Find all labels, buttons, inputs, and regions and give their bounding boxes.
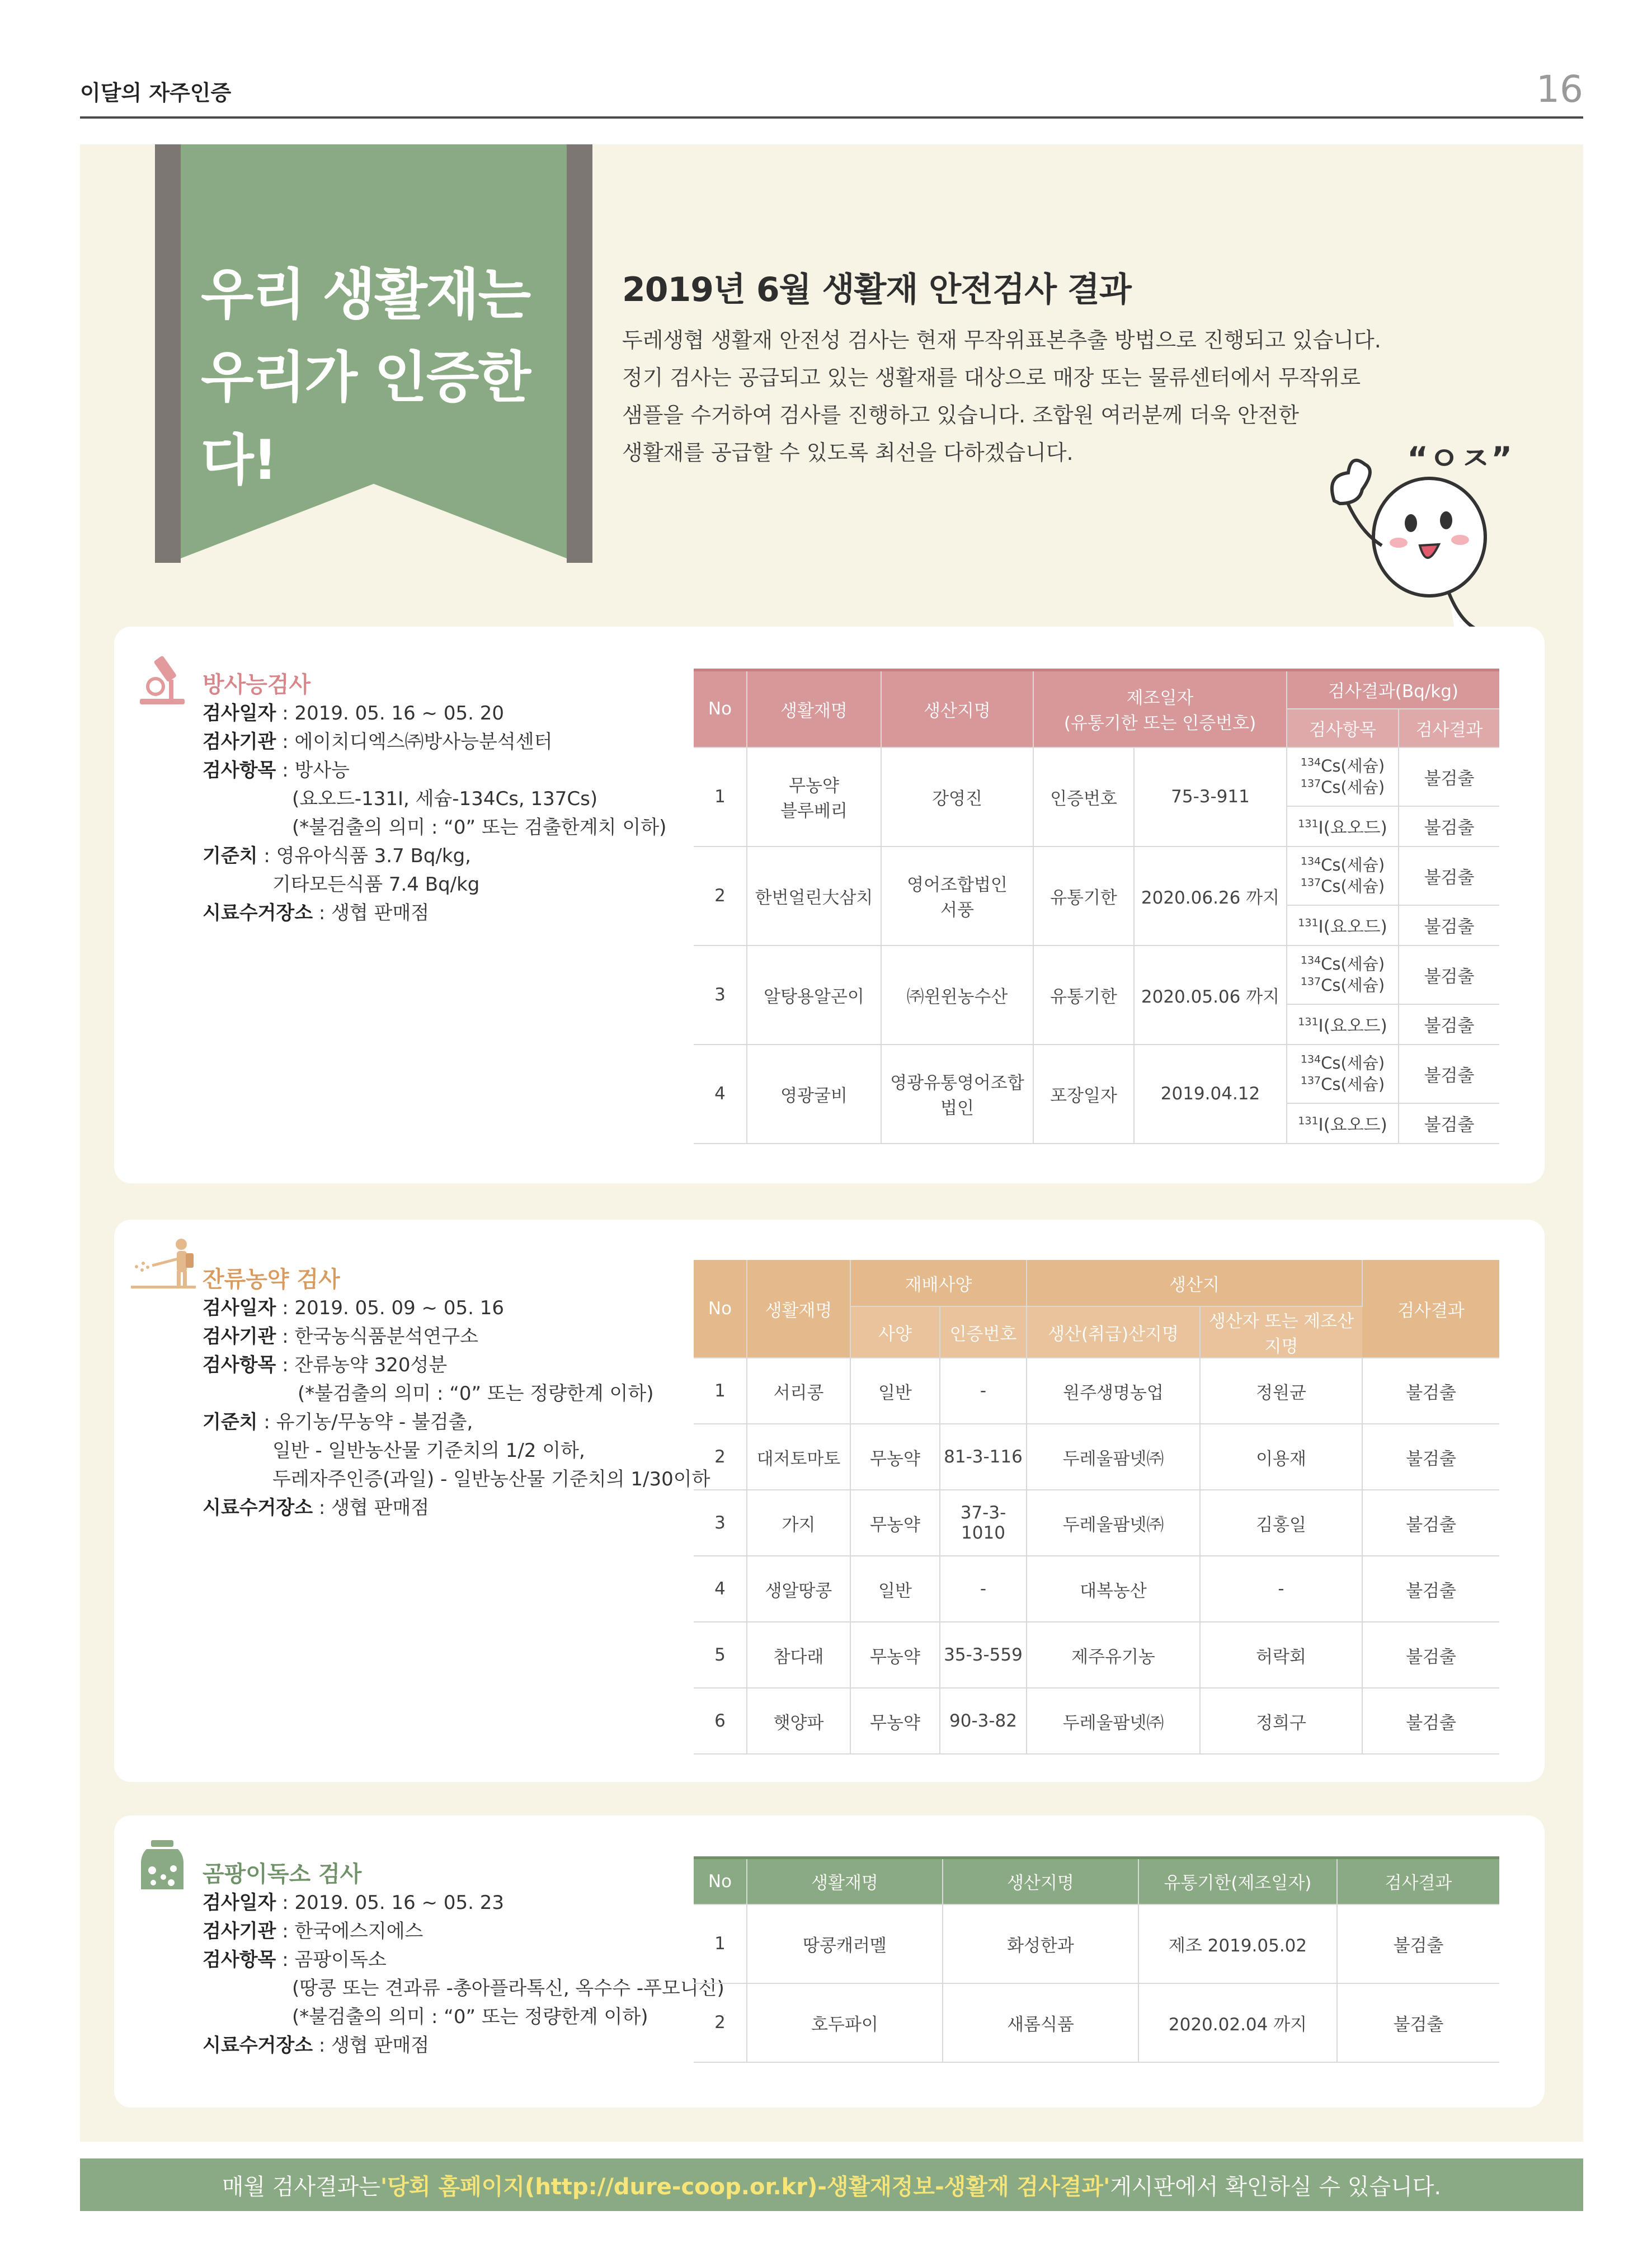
cell-no: 2	[694, 846, 747, 946]
info-row	[203, 1437, 710, 1465]
info-note: (*불검출의 의미 : “0” 또는 정량한계 이하)	[298, 1382, 654, 1405]
cell-producer: 정희구	[1200, 1688, 1362, 1754]
table-row	[694, 1904, 1499, 1983]
info-value: 2019. 05. 16 ~ 05. 20	[294, 702, 504, 725]
info-row	[203, 2003, 724, 2031]
info-label: 검사기관	[203, 1325, 276, 1348]
table-row	[694, 747, 1499, 806]
mycotoxin-table	[694, 1856, 1499, 2063]
col-name: 생활재명	[747, 1858, 943, 1904]
info-value: 생협 판매점	[331, 2034, 430, 2057]
cs-label: Cs(세슘)	[1321, 1053, 1385, 1073]
cell-item-cs: $^{134}$Cs(세슘) $^{137}$Cs(세슘)	[1287, 747, 1399, 806]
footer-text-pre: 매월 검사결과는	[222, 2174, 381, 2200]
cell-result: 불검출	[1399, 1045, 1499, 1103]
intro-body	[622, 322, 1381, 472]
cell-name-line: 알탕용알곤이	[764, 986, 864, 1007]
info-label: 시료수거장소	[203, 1497, 313, 1519]
table-row	[694, 946, 1499, 1004]
info-value: 생협 판매점	[331, 902, 430, 924]
cell-no: 4	[694, 1556, 747, 1622]
jar-icon	[134, 1838, 190, 1894]
cell-origin: 대복농산	[1027, 1556, 1200, 1622]
cell-cert: -	[940, 1556, 1027, 1622]
info-row: 시료수거장소 : 생협 판매점	[203, 902, 430, 924]
banner-title	[201, 253, 570, 502]
table-header-row	[694, 670, 1499, 709]
cell-result: 불검출	[1362, 1358, 1499, 1424]
banner-line-2: 우리가 인증한다!	[201, 346, 530, 492]
info-value: 두레자주인증(과일) - 일반농산물 기준치의 1/30이하	[272, 1468, 710, 1490]
cell-item-iodine: $^{131}$I(요오드)	[1287, 1004, 1399, 1045]
cell-type: 유통기한	[1033, 846, 1134, 946]
cell-cert: 37-3-1010	[940, 1490, 1027, 1556]
section-name: 이달의 자주인증	[80, 81, 232, 105]
cell-origin	[881, 946, 1033, 1045]
info-value: 곰팡이독소	[294, 1949, 387, 1971]
radiation-info	[203, 699, 666, 928]
col-made-label: 제조일자	[1126, 688, 1194, 709]
col-producer: 생산자 또는 제조산지명	[1200, 1306, 1362, 1358]
page-number: 16	[1536, 68, 1583, 111]
iodine-label: I(요오드)	[1318, 818, 1387, 838]
table-header-row	[694, 1260, 1499, 1306]
page-header	[80, 68, 1583, 119]
cell-result: 불검출	[1362, 1688, 1499, 1754]
info-label: 시료수거장소	[203, 902, 313, 924]
col-name: 생활재명	[747, 1260, 850, 1358]
cell-no: 1	[694, 747, 747, 846]
col-made	[1033, 670, 1287, 747]
info-row	[203, 785, 666, 813]
cell-no: 2	[694, 1983, 747, 2062]
info-row: 검사일자 : 2019. 05. 16 ~ 05. 20	[203, 702, 504, 725]
info-row: 기준치 : 영유아식품 3.7 Bq/kg,	[203, 845, 471, 867]
info-label: 검사일자	[203, 1892, 276, 1914]
col-origin: 생산(취급)산지명	[1027, 1306, 1200, 1358]
info-row: 검사항목 : 방사능	[203, 759, 350, 782]
cell-value: 2020.05.06 까지	[1134, 946, 1287, 1045]
table-row	[694, 1424, 1499, 1490]
footer-notice	[80, 2158, 1583, 2211]
title-banner	[155, 144, 592, 563]
cell-result: 불검출	[1399, 1103, 1499, 1144]
info-label: 시료수거장소	[203, 2034, 313, 2057]
col-origin: 생산지명	[881, 670, 1033, 747]
cs-label: Cs(세슘)	[1321, 855, 1385, 874]
col-result: 검사결과	[1362, 1260, 1499, 1358]
cell-cert: 90-3-82	[940, 1688, 1027, 1754]
cell-type: 포장일자	[1033, 1045, 1134, 1144]
info-row: 기준치 : 유기농/무농약 - 불검출,	[203, 1411, 473, 1433]
info-row: 검사기관 : 에이치디엑스㈜방사능분석센터	[203, 731, 553, 753]
radiation-table	[694, 669, 1499, 1144]
info-value: 잔류농약 320성분	[294, 1354, 448, 1376]
info-value: 방사능	[294, 759, 350, 782]
banner-line-1: 우리 생활재는	[201, 263, 530, 327]
cell-item-iodine: $^{131}$I(요오드)	[1287, 905, 1399, 946]
info-label: 기준치	[203, 845, 258, 867]
col-result: 검사결과	[1337, 1858, 1499, 1904]
cell-result: 불검출	[1362, 1424, 1499, 1490]
info-value: 생협 판매점	[331, 1497, 430, 1519]
cell-origin-line: 강영진	[932, 788, 982, 809]
cell-spec: 무농약	[850, 1424, 940, 1490]
cell-cert: 35-3-559	[940, 1622, 1027, 1688]
cell-name: 땅콩캐러멜	[747, 1904, 943, 1983]
cell-item-iodine: $^{131}$I(요오드)	[1287, 1103, 1399, 1144]
sprayer-farmer-icon	[130, 1236, 197, 1290]
footer-text-post: 게시판에서 확인하실 수 있습니다.	[1110, 2174, 1442, 2200]
info-value: 에이치디엑스㈜방사능분석센터	[294, 731, 553, 753]
info-value: 일반 - 일반농산물 기준치의 1/2 이하,	[272, 1440, 585, 1462]
footer-link-text[interactable]: '당회 홈페이지(http://dure-coop.or.kr)-생활재정보-생활재 검사결과'	[380, 2174, 1110, 2200]
info-row: 검사항목 : 잔류농약 320성분	[203, 1354, 448, 1376]
info-row: 검사기관 : 한국에스지에스	[203, 1920, 423, 1943]
cell-value: 2019.04.12	[1134, 1045, 1287, 1144]
cell-origin: 새롬식품	[943, 1983, 1138, 2062]
cell-name	[747, 747, 881, 846]
cell-result: 불검출	[1399, 946, 1499, 1004]
cell-type: 인증번호	[1033, 747, 1134, 846]
col-no: No	[694, 1260, 747, 1358]
info-row: 검사항목 : 곰팡이독소	[203, 1949, 387, 1971]
info-label: 검사기관	[203, 1920, 276, 1943]
cell-spec: 무농약	[850, 1688, 940, 1754]
cell-name-line: 무농약	[789, 776, 839, 796]
info-value: 2019. 05. 16 ~ 05. 23	[294, 1892, 504, 1914]
cs-label: Cs(세슘)	[1321, 877, 1385, 896]
intro-line: 샘플을 수거하여 검사를 진행하고 있습니다. 조합원 여러분께 더욱 안전한	[622, 403, 1299, 427]
cs-label: Cs(세슘)	[1321, 756, 1385, 775]
cell-origin	[881, 846, 1033, 946]
cell-origin-line: 영어조합법인	[907, 875, 1008, 895]
info-value: 영유아식품 3.7 Bq/kg,	[276, 845, 471, 867]
cell-origin-line: 서풍	[940, 900, 974, 920]
cell-spec: 일반	[850, 1556, 940, 1622]
table-row	[694, 846, 1499, 905]
col-result: 검사결과	[1399, 709, 1499, 747]
cell-result: 불검출	[1399, 747, 1499, 806]
info-value: 한국에스지에스	[294, 1920, 423, 1943]
cell-origin: 원주생명농업	[1027, 1358, 1200, 1424]
intro-line: 생활재를 공급할 수 있도록 최선을 다하겠습니다.	[622, 440, 1074, 465]
cell-item-cs: $^{134}$Cs(세슘) $^{137}$Cs(세슘)	[1287, 846, 1399, 905]
cell-name: 대저토마토	[747, 1424, 850, 1490]
cell-producer: 정원균	[1200, 1358, 1362, 1424]
cell-name: 생알땅콩	[747, 1556, 850, 1622]
cell-origin	[881, 1045, 1033, 1144]
info-value: 기타모든식품 7.4 Bq/kg	[272, 873, 480, 896]
cell-name	[747, 1045, 881, 1144]
cs-label: Cs(세슘)	[1321, 778, 1385, 797]
mycotoxin-title: 곰팡이독소 검사	[203, 1861, 362, 1887]
cell-item-cs: $^{134}$Cs(세슘) $^{137}$Cs(세슘)	[1287, 946, 1399, 1004]
cell-no: 5	[694, 1622, 747, 1688]
col-origin: 생산지명	[943, 1858, 1138, 1904]
iodine-label: I(요오드)	[1318, 917, 1387, 937]
info-value: 2019. 05. 09 ~ 05. 16	[294, 1297, 504, 1319]
info-row: 시료수거장소 : 생협 판매점	[203, 2034, 430, 2057]
cell-name: 서리콩	[747, 1358, 850, 1424]
cell-result: 불검출	[1337, 1983, 1499, 2062]
info-row	[203, 1465, 710, 1494]
cell-name: 참다래	[747, 1622, 850, 1688]
cell-origin: 두레울팜넷㈜	[1027, 1424, 1200, 1490]
table-row	[694, 1045, 1499, 1103]
cell-name-line: 한번얼린大삼치	[755, 887, 873, 908]
info-row: 검사기관 : 한국농식품분석연구소	[203, 1325, 478, 1348]
info-row	[203, 1974, 724, 2003]
info-label: 검사항목	[203, 759, 276, 782]
cell-cert: -	[940, 1358, 1027, 1424]
cell-name-line: 블루베리	[780, 801, 848, 821]
cell-result: 불검출	[1362, 1556, 1499, 1622]
cell-name	[747, 846, 881, 946]
cell-name: 가지	[747, 1490, 850, 1556]
cell-no: 1	[694, 1358, 747, 1424]
intro-line: 두레생협 생활재 안전성 검사는 현재 무작위표본추출 방법으로 진행되고 있습니다.	[622, 328, 1381, 352]
cell-origin: 화성한과	[943, 1904, 1138, 1983]
info-row	[203, 813, 666, 842]
banner-right-edge	[567, 144, 592, 563]
cell-origin: 제주유기농	[1027, 1622, 1200, 1688]
cell-type: 유통기한	[1033, 946, 1134, 1045]
mycotoxin-info	[203, 1889, 724, 2060]
col-cultivation: 재배사양	[850, 1260, 1027, 1306]
cell-result: 불검출	[1362, 1490, 1499, 1556]
cell-no: 4	[694, 1045, 747, 1144]
pesticide-table	[694, 1260, 1499, 1755]
iodine-label: I(요오드)	[1318, 1115, 1387, 1135]
table-header-row	[694, 1858, 1499, 1904]
cell-origin: 두레울팜넷㈜	[1027, 1688, 1200, 1754]
cs-label: Cs(세슘)	[1321, 954, 1385, 973]
info-note: (*불검출의 의미 : “0” 또는 검출한계치 이하)	[292, 816, 667, 839]
cell-producer: -	[1200, 1556, 1362, 1622]
cell-name	[747, 946, 881, 1045]
cell-result: 불검출	[1337, 1904, 1499, 1983]
intro-line: 정기 검사는 공급되고 있는 생활재를 대상으로 매장 또는 물류센터에서 무작위로	[622, 365, 1361, 390]
mascot-illustration	[1292, 431, 1533, 643]
col-item: 검사항목	[1287, 709, 1399, 747]
info-value: 유기농/무농약 - 불검출,	[276, 1411, 473, 1433]
cs-label: Cs(세슘)	[1321, 976, 1385, 995]
cell-result: 불검출	[1399, 806, 1499, 846]
cell-expiry: 2020.02.04 까지	[1138, 1983, 1337, 2062]
table-row	[694, 1490, 1499, 1556]
cell-name: 호두파이	[747, 1983, 943, 2062]
cell-origin: 두레울팜넷㈜	[1027, 1490, 1200, 1556]
info-label: 검사기관	[203, 731, 276, 753]
cell-value: 75-3-911	[1134, 747, 1287, 846]
cell-value: 2020.06.26 까지	[1134, 846, 1287, 946]
microscope-icon	[134, 652, 190, 708]
cell-no: 6	[694, 1688, 747, 1754]
pesticide-title: 잔류농약 검사	[203, 1267, 340, 1292]
mascot-speech: “ㅇㅈ”	[1407, 440, 1513, 478]
intro-title: 2019년 6월 생활재 안전검사 결과	[622, 270, 1131, 309]
cell-no: 3	[694, 946, 747, 1045]
col-expiry: 유통기한(제조일자)	[1138, 1858, 1337, 1904]
cell-item-iodine: $^{131}$I(요오드)	[1287, 806, 1399, 846]
cell-origin-line: ㈜윈윈농수산	[906, 986, 1008, 1007]
info-label: 검사일자	[203, 1297, 276, 1319]
col-no: No	[694, 670, 747, 747]
info-label: 검사항목	[203, 1949, 276, 1971]
col-no: No	[694, 1858, 747, 1904]
cell-name-line: 영광굴비	[780, 1085, 848, 1106]
cell-origin-line: 영광유통영어조합	[890, 1073, 1024, 1093]
info-row: 검사일자 : 2019. 05. 09 ~ 05. 16	[203, 1297, 504, 1319]
table-row	[694, 1688, 1499, 1754]
cell-result: 불검출	[1399, 905, 1499, 946]
info-label: 기준치	[203, 1411, 258, 1433]
info-row: 시료수거장소 : 생협 판매점	[203, 1497, 430, 1519]
table-row	[694, 1358, 1499, 1424]
cell-result: 불검출	[1362, 1622, 1499, 1688]
cell-cert: 81-3-116	[940, 1424, 1027, 1490]
pesticide-info	[203, 1294, 710, 1522]
cell-spec: 무농약	[850, 1622, 940, 1688]
col-origin-group: 생산지	[1027, 1260, 1362, 1306]
info-value: (요오드-131I, 세슘-134Cs, 137Cs)	[292, 788, 598, 810]
col-spec: 사양	[850, 1306, 940, 1358]
cs-label: Cs(세슘)	[1321, 1075, 1385, 1094]
cell-producer: 김홍일	[1200, 1490, 1362, 1556]
cell-origin-line: 법인	[940, 1098, 974, 1118]
cell-result: 불검출	[1399, 1004, 1499, 1045]
info-note: (*불검출의 의미 : “0” 또는 정량한계 이하)	[292, 2006, 648, 2028]
cell-spec: 일반	[850, 1358, 940, 1424]
cell-producer: 허락회	[1200, 1622, 1362, 1688]
info-value: (땅콩 또는 견과류 -총아플라톡신, 옥수수 -푸모니신)	[292, 1977, 724, 2000]
cell-name: 햇양파	[747, 1688, 850, 1754]
cell-expiry: 제조 2019.05.02	[1138, 1904, 1337, 1983]
col-result-group: 검사결과(Bq/kg)	[1287, 670, 1499, 709]
col-name: 생활재명	[747, 670, 881, 747]
table-row	[694, 1556, 1499, 1622]
cell-result: 불검출	[1399, 846, 1499, 905]
cell-no: 1	[694, 1904, 747, 1983]
iodine-label: I(요오드)	[1318, 1016, 1387, 1036]
info-row	[203, 871, 666, 899]
col-made-sub: (유통기한 또는 인증번호)	[1063, 713, 1256, 734]
radiation-title: 방사능검사	[203, 672, 311, 698]
info-row	[203, 1380, 710, 1408]
cell-no: 3	[694, 1490, 747, 1556]
info-row: 검사일자 : 2019. 05. 16 ~ 05. 23	[203, 1892, 504, 1914]
info-value: 한국농식품분석연구소	[294, 1325, 478, 1348]
info-label: 검사일자	[203, 702, 276, 725]
table-row	[694, 1983, 1499, 2062]
cell-item-cs: $^{134}$Cs(세슘) $^{137}$Cs(세슘)	[1287, 1045, 1399, 1103]
banner-left-edge	[155, 144, 181, 563]
table-row	[694, 1622, 1499, 1688]
cell-producer: 이용재	[1200, 1424, 1362, 1490]
cell-spec: 무농약	[850, 1490, 940, 1556]
cell-origin	[881, 747, 1033, 846]
info-label: 검사항목	[203, 1354, 276, 1376]
cell-no: 2	[694, 1424, 747, 1490]
col-cert: 인증번호	[940, 1306, 1027, 1358]
